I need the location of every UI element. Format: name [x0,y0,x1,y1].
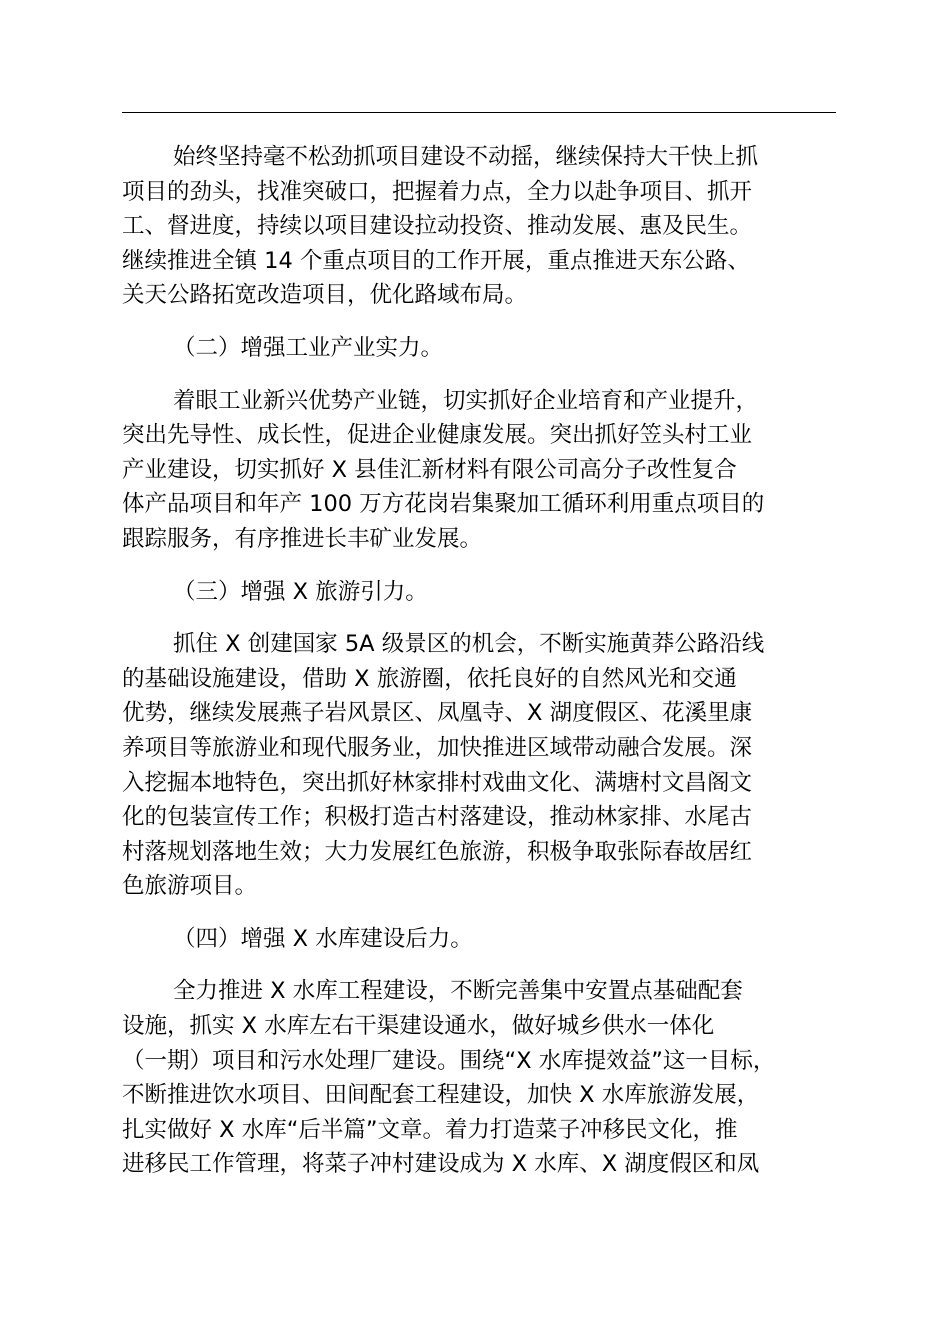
paragraph-line: 入挖掘本地特色，突出抓好林家排村戏曲文化、满塘村文昌阁文 [122,769,753,796]
body-paragraph [122,384,860,557]
paragraph-line: 进移民工作管理，将菜子冲村建设成为 X 水库、X 湖度假区和凤 [122,1151,760,1178]
paragraph-line: 养项目等旅游业和现代服务业，加快推进区域带动融合发展。深 [122,734,753,761]
body-paragraph [122,140,860,313]
paragraph-line: 的基础设施建设，借助 X 旅游圈，依托良好的自然风光和交通 [122,665,737,692]
paragraph-line: 项目的劲头，找准突破口，把握着力点，全力以赴争项目、抓开 [122,178,753,205]
section-heading [122,575,860,610]
heading-text: （三）增强 X 旅游引力。 [173,578,428,605]
paragraph-line: 优势，继续发展燕子岩风景区、凤凰寺、X 湖度假区、花溪里康 [122,700,753,727]
body-paragraph [122,974,860,1182]
paragraph-line: 扎实做好 X 水库“后半篇”文章。着力打造菜子冲移民文化，推 [122,1116,738,1143]
paragraph-line: 突出先导性、成长性，促进企业健康发展。突出抓好笠头村工业 [122,422,753,449]
heading-text: （四）增强 X 水库建设后力。 [173,925,473,952]
body-paragraph [122,627,860,904]
paragraph-line: 体产品项目和年产 100 万方花岗岩集聚加工循环利用重点项目的 [122,491,765,518]
paragraph-line: 抓住 X 创建国家 5A 级景区的机会，不断实施黄莽公路沿线 [173,631,765,658]
paragraph-line: 始终坚持毫不松劲抓项目建设不动摇，继续保持大干快上抓 [173,144,759,170]
paragraph-line: 工、督进度，持续以项目建设拉动投资、推动发展、惠及民生。 [122,213,753,240]
paragraph-line: 村落规划落地生效；大力发展红色旅游，积极争取张际春故居红 [122,838,753,865]
paragraph-line: 产业建设，切实抓好 X 县佳汇新材料有限公司高分子改性复合 [122,456,737,483]
paragraph-line: 全力推进 X 水库工程建设，不断完善集中安置点基础配套 [173,978,743,1005]
paragraph-line: 不断推进饮水项目、田间配套工程建设，加快 X 水库旅游发展， [122,1082,760,1109]
paragraph-line: 跟踪服务，有序推进长丰矿业发展。 [122,525,483,552]
header-rule [122,112,836,113]
paragraph-line: 继续推进全镇 14 个重点项目的工作开展，重点推进天东公路、 [122,247,750,274]
heading-text: （二）增强工业产业实力。 [173,334,444,361]
document-body [122,140,860,1200]
paragraph-line: 设施，抓实 X 水库左右干渠建设通水，做好城乡供水一体化 [122,1013,715,1040]
paragraph-line: 关天公路拓宽改造项目，优化路域布局。 [122,282,528,309]
section-heading [122,922,860,957]
paragraph-line: 着眼工业新兴优势产业链，切实抓好企业培育和产业提升， [173,387,759,414]
paragraph-line: 色旅游项目。 [122,873,258,900]
paragraph-line: 化的包装宣传工作；积极打造古村落建设，推动林家排、水尾古 [122,804,753,831]
paragraph-line: （一期）项目和污水处理厂建设。围绕“X 水库提效益”这一目标， [122,1047,776,1074]
section-heading [122,331,860,366]
